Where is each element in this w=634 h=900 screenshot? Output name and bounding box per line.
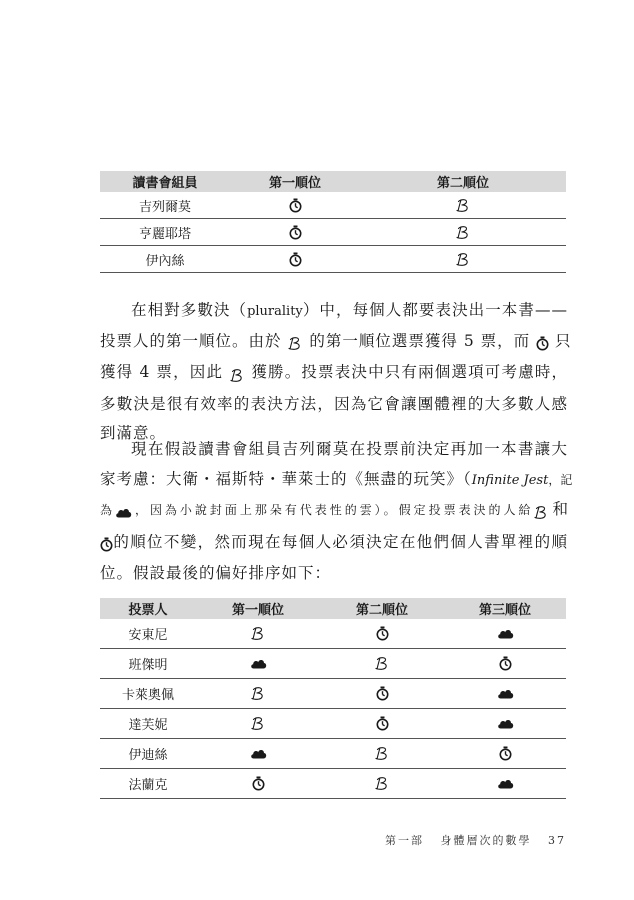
second-choice-cell [320, 679, 444, 709]
third-choice-cell [444, 649, 566, 679]
text-span: 獲得 4 票，因此 [100, 363, 224, 382]
third-choice-cell [444, 619, 566, 649]
inline-icon-slot [287, 334, 303, 352]
second-choice-cell [320, 769, 444, 799]
header-voter: 投票人 [100, 598, 196, 619]
inline-icon-slot [536, 334, 549, 352]
stopwatch-icon [499, 656, 512, 671]
cloud-icon [497, 718, 514, 729]
second-choice-cell [360, 246, 566, 273]
stopwatch-icon [376, 686, 389, 701]
member-name: 吉列爾莫 [100, 192, 230, 219]
script-b-icon [533, 505, 549, 520]
first-choice-table [100, 171, 566, 273]
text-line [100, 296, 568, 327]
first-choice-cell [196, 619, 320, 649]
cloud-icon [497, 778, 514, 789]
cloud-icon [250, 658, 267, 669]
header-third-choice: 第三順位 [444, 598, 566, 619]
script-b-icon [287, 336, 303, 351]
text-span: 家考慮：大衛・福斯特・華萊士的《無盡的玩笑》（ [100, 469, 472, 488]
third-choice-cell [444, 769, 566, 799]
script-b-icon [250, 686, 266, 701]
script-b-icon [374, 776, 390, 791]
text-span: ，因為小說封面上那朵有代表性的雲）。假定投票表決的人給 [131, 503, 534, 518]
cloud-icon [497, 688, 514, 699]
text-line [100, 358, 568, 390]
text-span: 為 [100, 503, 115, 518]
inline-icon-slot [115, 505, 132, 519]
paragraph-new-book [100, 435, 573, 589]
stopwatch-icon [100, 537, 113, 552]
table-row [100, 679, 566, 709]
text-span: 只 [554, 331, 572, 350]
header-second-choice: 第二順位 [360, 171, 566, 192]
script-b-icon [374, 656, 390, 671]
script-b-icon [229, 368, 245, 383]
text-span: ）中，每個人都要表決出一本書—— [302, 301, 568, 319]
table-row [100, 739, 566, 769]
footer-section: 身體層次的數學 [440, 834, 532, 847]
script-b-icon [374, 746, 390, 761]
footer-part: 第一部 [385, 834, 424, 847]
table-row [100, 219, 566, 246]
stopwatch-icon [289, 252, 302, 267]
first-choice-cell [230, 246, 360, 273]
text-span: 和 [549, 500, 568, 519]
stopwatch-icon [499, 746, 512, 761]
voter-name: 達芙妮 [100, 709, 196, 739]
stopwatch-icon [252, 776, 265, 791]
first-choice-cell [196, 769, 320, 799]
text-line [100, 528, 568, 560]
text-span: 的第一順位選票獲得 5 票，而 [309, 331, 531, 350]
cloud-icon [497, 628, 514, 639]
table-row [100, 619, 566, 649]
table-row [100, 649, 566, 679]
text-line: 到滿意。 [100, 424, 167, 443]
second-choice-cell [320, 739, 444, 769]
text-line [100, 495, 568, 528]
script-b-icon [250, 626, 266, 641]
table-header-row [100, 171, 566, 192]
text-line: 位。假設最後的偏好排序如下： [100, 564, 332, 583]
first-choice-cell [230, 219, 360, 246]
cloud-icon [115, 507, 132, 518]
script-b-icon [455, 225, 471, 240]
stopwatch-icon [289, 198, 302, 213]
header-first-choice: 第一順位 [230, 171, 360, 192]
script-b-icon [250, 716, 266, 731]
text-span: 獲勝。投票表決中只有兩個選項可考慮時， [251, 363, 568, 382]
text-span: 在相對多數決（ [131, 301, 248, 319]
stopwatch-icon [289, 225, 302, 240]
second-choice-cell [320, 709, 444, 739]
member-name: 亨麗耶塔 [100, 219, 230, 246]
inline-icon-slot [100, 535, 113, 553]
third-choice-cell [444, 679, 566, 709]
second-choice-cell [360, 219, 566, 246]
first-choice-cell [196, 649, 320, 679]
preference-ranking-table [100, 598, 566, 799]
term-plurality: plurality [247, 304, 303, 319]
text-line [100, 465, 573, 496]
third-choice-cell [444, 709, 566, 739]
inline-icon-slot [229, 365, 245, 383]
voter-name: 卡萊奧佩 [100, 679, 196, 709]
script-b-icon [455, 252, 471, 267]
text-line [100, 327, 572, 359]
page-footer [385, 832, 566, 848]
voter-name: 班傑明 [100, 649, 196, 679]
first-choice-cell [196, 739, 320, 769]
book-title-english: Infinite Jest [471, 472, 549, 488]
first-choice-cell [196, 679, 320, 709]
third-choice-cell [444, 739, 566, 769]
page-number: 37 [548, 834, 566, 847]
second-choice-cell [360, 192, 566, 219]
table-row [100, 246, 566, 273]
cloud-icon [250, 748, 267, 759]
first-choice-cell [230, 192, 360, 219]
stopwatch-icon [376, 716, 389, 731]
text-line: 多數決是很有效率的表決方法，因為它會讓團體裡的大多數人感 [100, 394, 568, 413]
table-row [100, 709, 566, 739]
first-choice-cell [196, 709, 320, 739]
second-choice-cell [320, 649, 444, 679]
header-first-choice: 第一順位 [196, 598, 320, 619]
voter-name: 法蘭克 [100, 769, 196, 799]
header-member: 讀書會組員 [100, 171, 230, 192]
stopwatch-icon [376, 626, 389, 641]
text-span: 的順位不變，然而現在每個人必須決定在他們個人書單裡的順 [113, 532, 568, 551]
table-row [100, 192, 566, 219]
script-b-icon [455, 198, 471, 213]
member-name: 伊內絲 [100, 246, 230, 273]
text-line: 現在假設讀書會組員吉列爾莫在投票前決定再加一本書讓大 [131, 440, 568, 458]
table-row [100, 769, 566, 799]
second-choice-cell [320, 619, 444, 649]
voter-name: 安東尼 [100, 619, 196, 649]
text-span: 投票人的第一順位。由於 [100, 331, 282, 350]
text-span: ，記 [548, 472, 573, 487]
table-header-row [100, 598, 566, 619]
voter-name: 伊迪絲 [100, 739, 196, 769]
paragraph-plurality [100, 296, 572, 449]
stopwatch-icon [536, 336, 549, 351]
inline-icon-slot [533, 505, 549, 519]
header-second-choice: 第二順位 [320, 598, 444, 619]
